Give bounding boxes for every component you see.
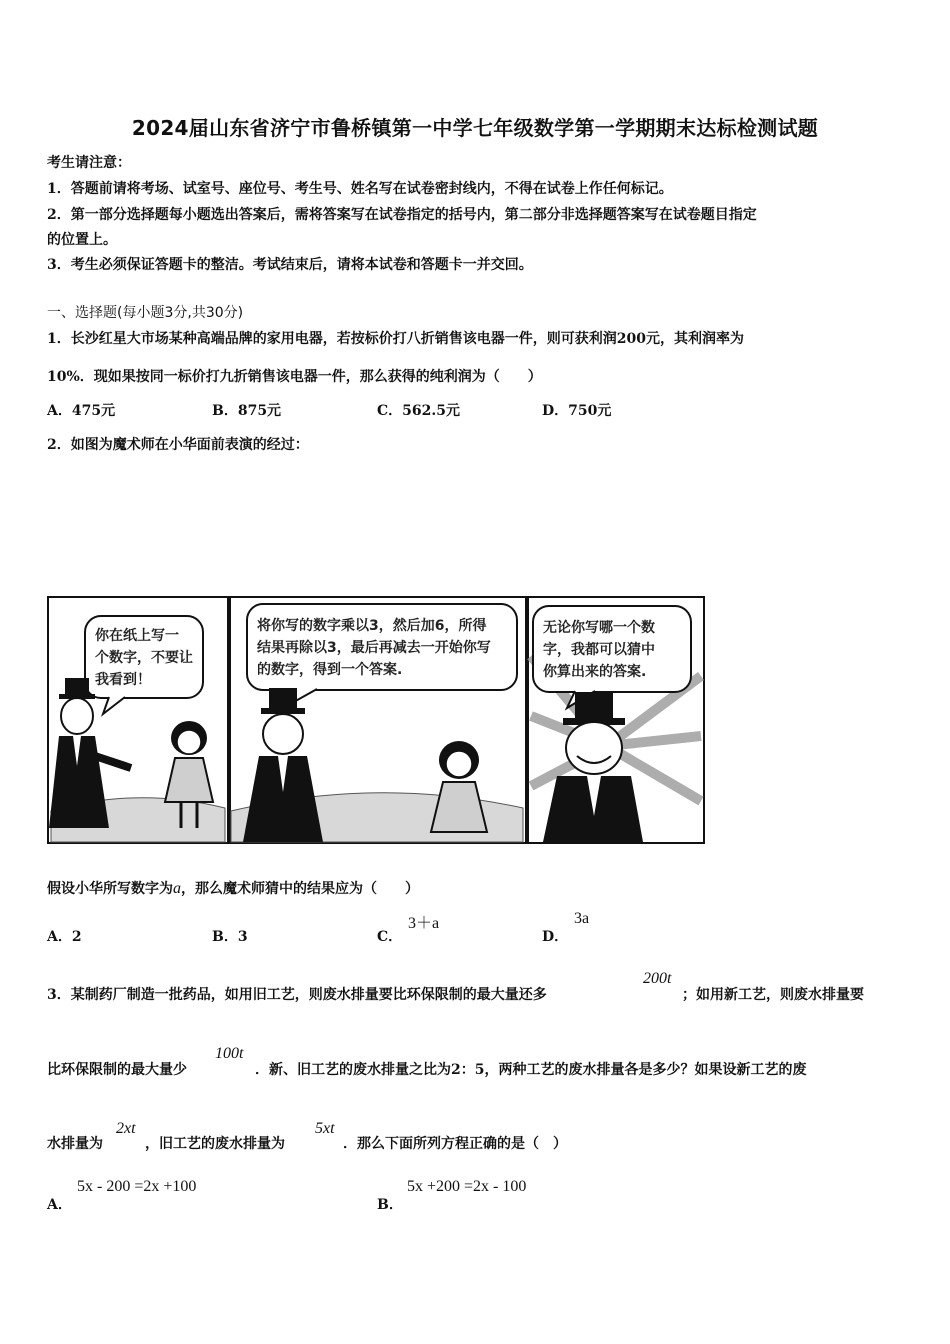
q1-option-a: A．475元 xyxy=(47,403,116,419)
q2-option-d-value: 3a xyxy=(574,910,590,927)
q3-part-1: 3．某制药厂制造一批药品，如用旧工艺，则废水排量要比环保限制的最大量还多 xyxy=(47,987,547,1003)
q3-part-7: ．那么下面所列方程正确的是（ ） xyxy=(343,1136,567,1152)
bubble-1-line-1: 你在纸上写一 xyxy=(95,628,179,644)
q2-variable: a xyxy=(173,880,181,897)
q1-option-c: C．562.5元 xyxy=(377,403,460,419)
q3-math-100t: 100t xyxy=(215,1045,244,1062)
notice-item-3: 3．考生必须保证答题卡的整洁。考试结束后，请将本试卷和答题卡一并交回。 xyxy=(47,257,533,273)
q2-option-c-value: 3＋a xyxy=(408,915,440,932)
notice-item-2-cont: 的位置上。 xyxy=(47,232,117,248)
bubble-1-line-3: 我看到！ xyxy=(95,672,151,688)
bubble-1-line-2: 个数字，不要让 xyxy=(95,650,193,666)
page-title: 2024届山东省济宁市鲁桥镇第一中学七年级数学第一学期期末达标检测试题 xyxy=(131,116,819,140)
q3-option-a-equation: 5x - 200 =2x +100 xyxy=(77,1178,197,1195)
q2-option-b-value: 3 xyxy=(237,929,248,945)
q2-option-d-label: D． xyxy=(542,929,569,945)
bubble-2-line-1: 将你写的数字乘以3，然后加6，所得 xyxy=(257,618,487,634)
q3-part-4: ．新、旧工艺的废水排量之比为2：5，两种工艺的废水排量各是多少？如果设新工艺的废 xyxy=(255,1062,807,1078)
q3-option-b-label: B． xyxy=(377,1197,403,1213)
q2-option-c-label: C． xyxy=(377,929,403,945)
q2-question-suffix: ，那么魔术师猜中的结果应为（ ） xyxy=(181,881,419,897)
q3-option-b-equation: 5x +200 =2x - 100 xyxy=(407,1178,527,1195)
q2-option-b xyxy=(212,926,248,946)
q2-question-prefix: 假设小华所写数字为 xyxy=(47,881,173,897)
notice-item-2: 2．第一部分选择题每小题选出答案后，需将答案写在试卷指定的括号内，第二部分非选择题答案写在试卷题目指定 xyxy=(47,207,757,223)
q3-part-6: ，旧工艺的废水排量为 xyxy=(145,1136,285,1152)
q1-line2: 10%．现如果按同一标价打九折销售该电器一件，那么获得的纯利润为（ ） xyxy=(47,369,542,385)
q2-stem: 2．如图为魔术师在小华面前表演的经过： xyxy=(47,437,309,453)
q1-line1: 1．长沙红星大市场某种高端品牌的家用电器，若按标价打八折销售该电器一件，则可获利润200元，其利润率为 xyxy=(47,331,744,347)
q3-part-5: 水排量为 xyxy=(47,1136,103,1152)
q2-option-b-label: B． xyxy=(212,929,238,945)
bubble-3-line-3: 你算出来的答案. xyxy=(543,664,647,680)
q3-math-5xt: 5xt xyxy=(315,1120,335,1137)
q1-option-b: B．875元 xyxy=(212,403,282,419)
magician-comic xyxy=(47,596,705,844)
bubble-2-line-2: 结果再除以3，最后再减去一开始你写 xyxy=(257,640,491,656)
q2-question xyxy=(47,878,419,898)
bubble-3-line-2: 字，我都可以猜中 xyxy=(543,642,655,658)
q2-option-a-label: A． xyxy=(47,929,72,945)
q3-part-3: 比环保限制的最大量少 xyxy=(47,1062,187,1078)
q3-math-2xt: 2xt xyxy=(116,1120,136,1137)
q2-option-a xyxy=(47,926,82,946)
q3-part-2: ；如用新工艺，则废水排量要 xyxy=(682,987,864,1003)
q3-math-200t: 200t xyxy=(643,970,672,987)
bubble-3-line-1: 无论你写哪一个数 xyxy=(543,620,655,636)
q2-option-a-value: 2 xyxy=(71,929,82,945)
bubble-2-line-3: 的数字，得到一个答案. xyxy=(257,662,403,678)
notice-item-1: 1．答题前请将考场、试室号、座位号、考生号、姓名写在试卷密封线内，不得在试卷上作任何标记。 xyxy=(47,181,673,197)
notice-heading: 考生请注意： xyxy=(47,155,131,171)
q1-option-d: D．750元 xyxy=(542,403,612,419)
q3-option-a-label: A． xyxy=(47,1197,72,1213)
section-heading: 一、选择题(每小题3分,共30分) xyxy=(47,305,244,321)
